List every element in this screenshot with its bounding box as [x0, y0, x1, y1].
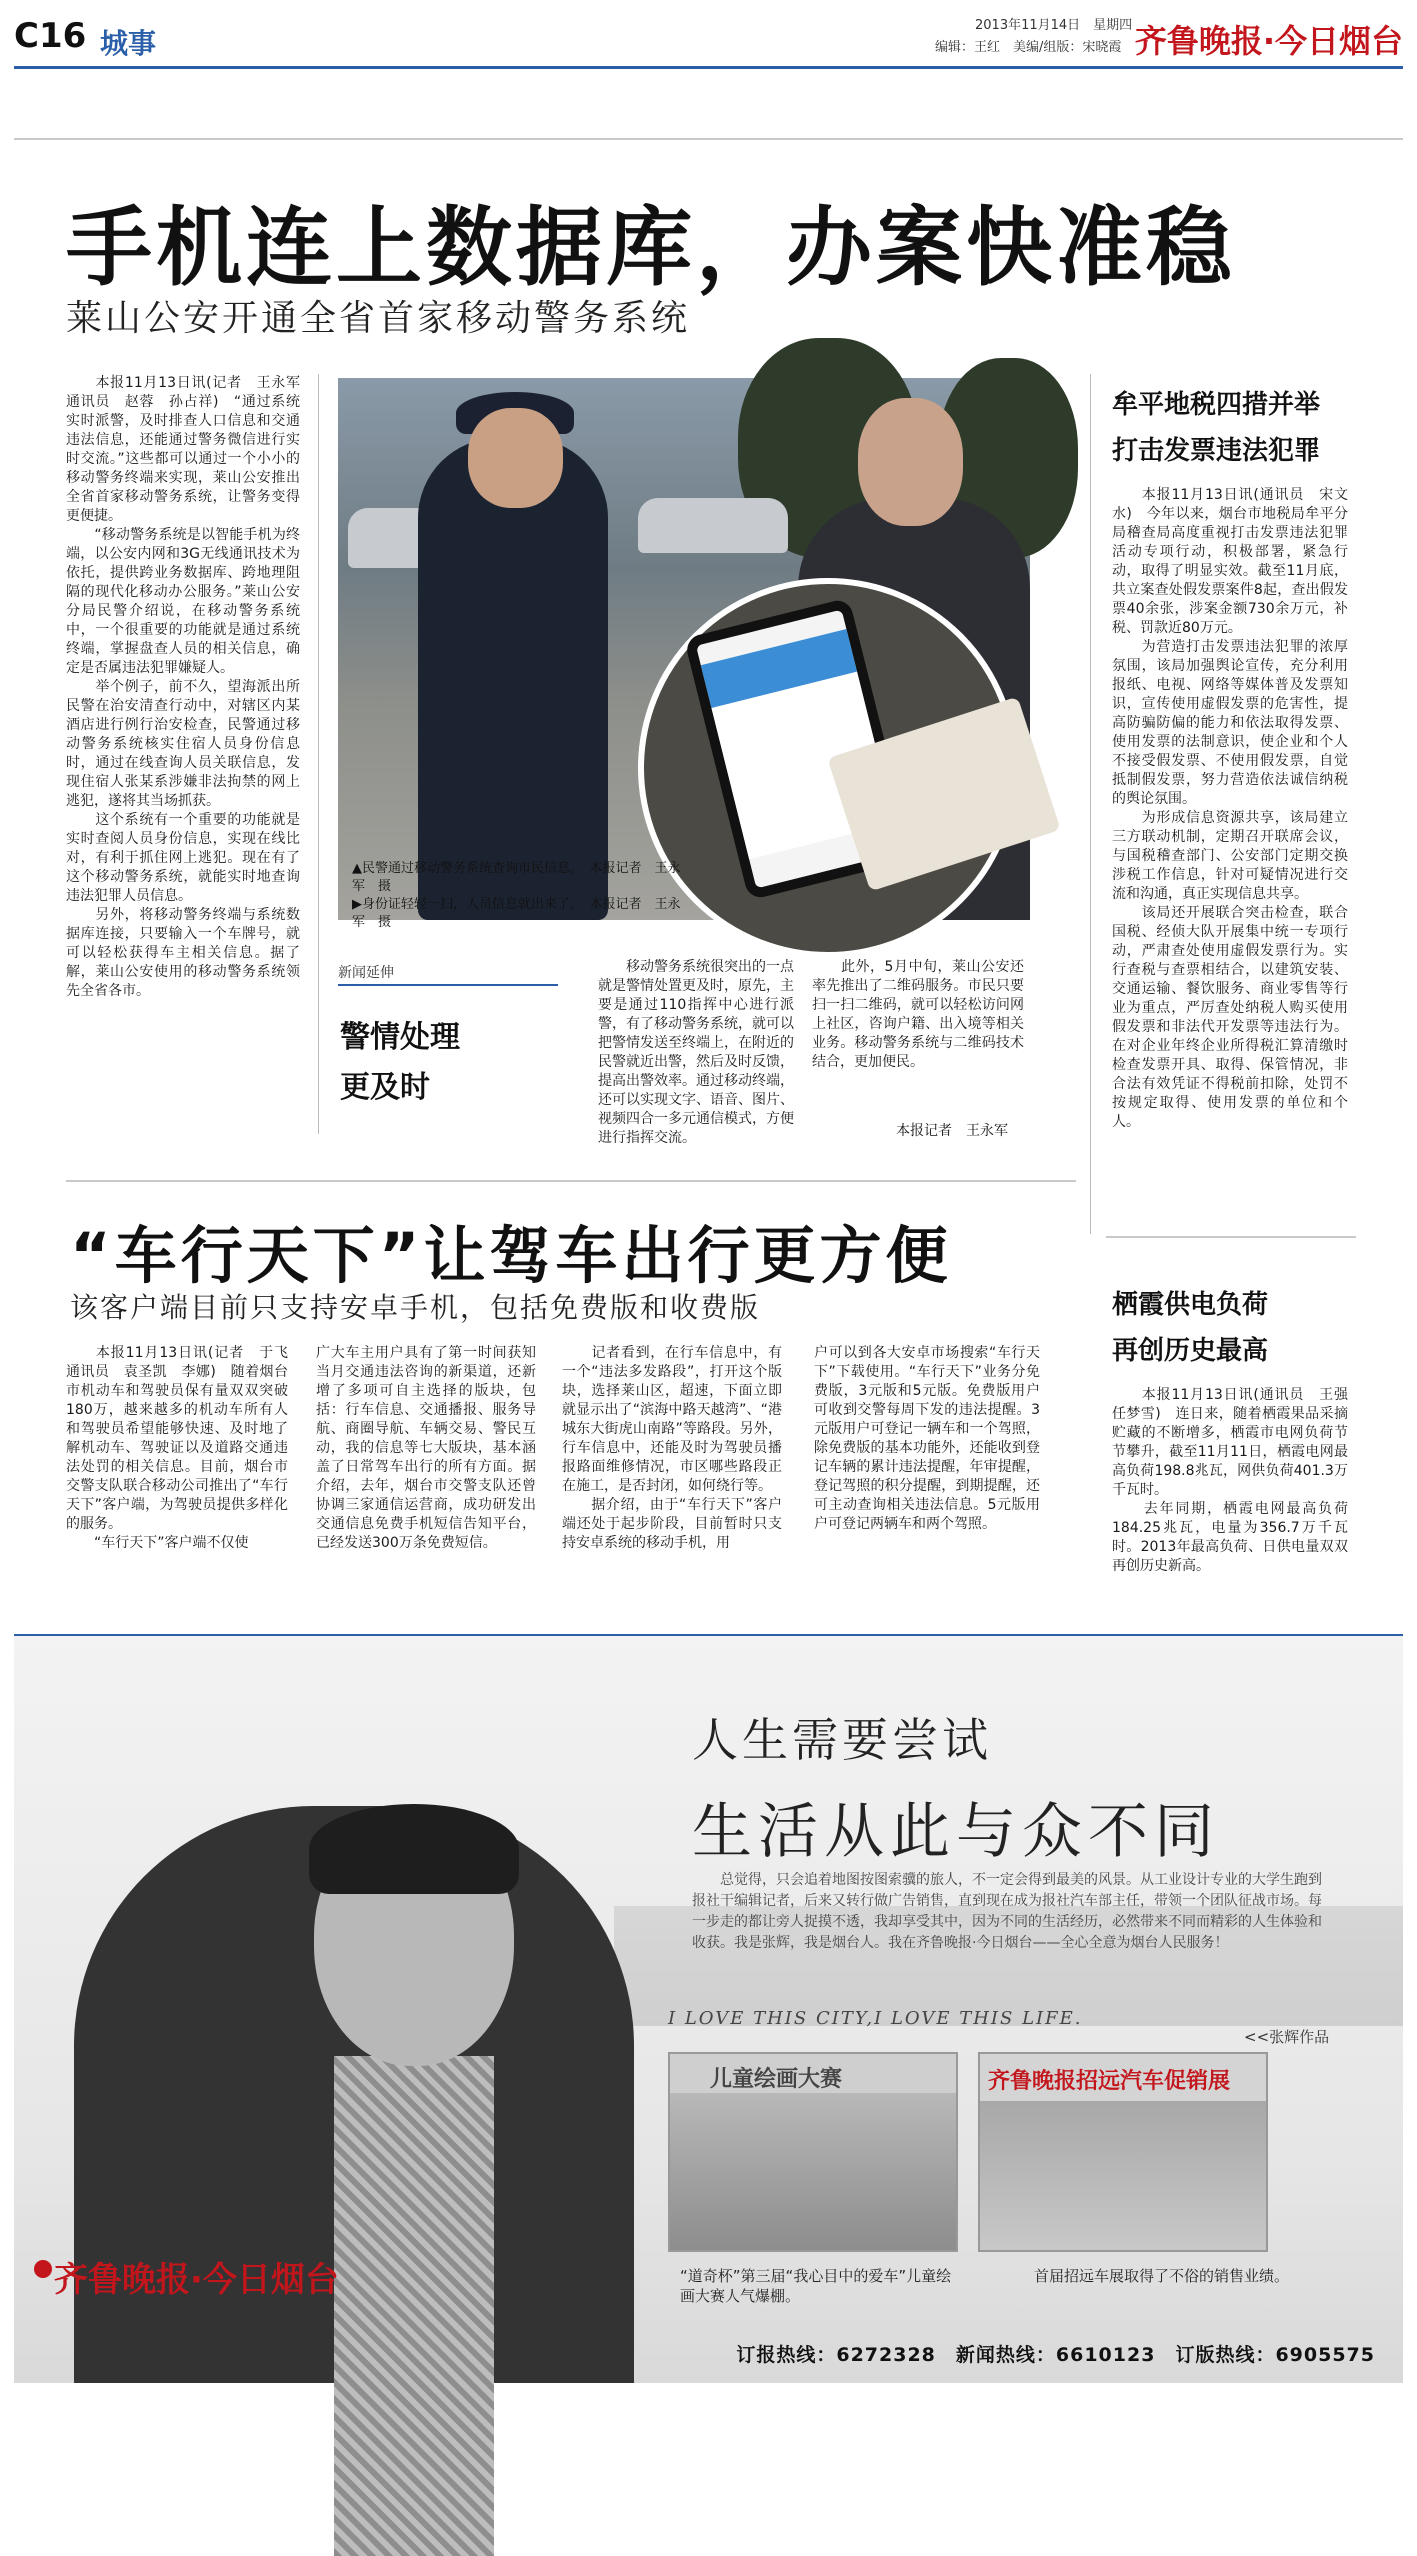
header-divider	[14, 138, 1403, 140]
car-show-photo	[978, 2052, 1268, 2252]
photo-caption-1: ▲民警通过移动警务系统查询市民信息。 本报记者 王永军 摄	[352, 861, 681, 894]
masthead-brand: 齐鲁晚报·今日烟台	[1134, 22, 1403, 60]
police-head	[468, 408, 563, 508]
photo-caption-2: ▶身份证轻轻一扫，人员信息就出来了。 本报记者 王永军 摄	[352, 897, 681, 930]
article1-subheadline: 莱山公安开通全省首家移动警务系统	[66, 298, 691, 339]
news-extension-title-1: 警情处理	[340, 1020, 460, 1055]
brand-logo-icon	[34, 2260, 52, 2278]
news-extension-rule	[338, 984, 558, 986]
article2-column-3: 记者看到，在行车信息中，有一个“违法多发路段”，打开这个版块，选择莱山区，超速，下面立即就显示出了“滨海中路天越湾”、“港城东大街虎山南路”等路段。另外，行车信息中，还能及时为驾驶员播报路面维修情况，市区哪些路段正在施工，是否封闭，如何绕行等。 据介绍，由于“车行天下”客户端还处于起步阶段，目前暂时只支持安卓系统的移动手机，用	[562, 1345, 782, 1551]
article1-byline: 本报记者 王永军	[896, 1123, 1008, 1139]
car-show-banner: 齐鲁晚报招远汽车促销展	[988, 2069, 1231, 2094]
portrait-shirt	[334, 2056, 494, 2556]
contest-banner: 儿童绘画大赛	[710, 2067, 843, 2092]
header-rule	[14, 66, 1403, 69]
column-divider	[318, 374, 319, 1134]
article2-headline: “车行天下”让驾车出行更方便	[70, 1219, 952, 1292]
thumb1-caption: “道奇杯”第三届“我心目中的爱车”儿童绘画大赛人气爆棚。	[680, 2267, 952, 2305]
section-divider	[66, 1180, 1076, 1182]
news-extension-title-2: 更及时	[340, 1070, 430, 1105]
police-officer-figure	[418, 438, 608, 920]
sidebar1-headline-2: 打击发票违法犯罪	[1112, 436, 1321, 466]
ad-tagline: I LOVE THIS CITY,I LOVE THIS LIFE.	[668, 2008, 1083, 2029]
portrait-hair	[309, 1804, 519, 1894]
thumb2-caption: 首届招远车展取得了不俗的销售业绩。	[1034, 2267, 1290, 2285]
date-line: 2013年11月14日 星期四	[975, 18, 1133, 33]
footer-brand: 齐鲁晚报·今日烟台	[54, 2260, 339, 2300]
article2-column-1: 本报11月13日讯(记者 于飞 通讯员 袁圣凯 李娜) 随着烟台市机动车和驾驶员保有量双双突破180万，越来越多的机动车所有人和驾驶员希望能够快速、及时地了解机动车、驾驶证以及道路交通违法处罚的相关信息。目前，烟台市交警支队联合移动公司推出了“车行天下”客户端，为驾驶员提供多样化的服务。 “车行天下”客户端不仅使	[66, 1345, 288, 1551]
police-photo	[338, 378, 1030, 920]
sidebar2-headline-1: 栖霞供电负荷	[1112, 1290, 1269, 1320]
article1-column-2: 移动警务系统很突出的一点就是警情处置更及时，原先，主要是通过110指挥中心进行派警，有了移动警务系统，就可以把警情发送至终端上，在附近的民警就近出警，然后及时反馈，提高出警效率。通过移动终端，还可以实现文字、语音、图片、视频四合一多元通信模式，方便进行指挥交流。	[598, 959, 794, 1146]
ad-headline-2: 生活从此与众不同	[692, 1797, 1220, 1867]
page-number: C16	[14, 16, 87, 56]
article2-column-4: 户可以到各大安卓市场搜索“车行天下”下载使用。“车行天下”业务分免费版，3元版和5元版。免费版用户可收到交警每周下发的违法提醒。3元版用户可登记一辆车和一个驾照，除免费版的基本功能外，还能收到登记车辆的累计违法提醒，年审提醒，登记驾照的积分提醒，到期提醒，还可主动查询相关违法信息。5元版用户可登记两辆车和两个驾照。	[814, 1345, 1040, 1532]
sidebar2-body: 本报11月13日讯(通讯员 王强 任梦雪) 连日来，随着栖霞果品采摘贮藏的不断增多，栖霞市电网负荷节节攀升，截至11月11日，栖霞电网最高负荷198.8兆瓦，网供负荷401.3万千瓦时。 去年同期，栖霞电网最高负荷184.25兆瓦，电量为356.7万千瓦时。2013年最高负荷、日供电量双双再创历史新高。	[1112, 1387, 1348, 1574]
article2-subheadline: 该客户端目前只支持安卓手机，包括免费版和收费版	[70, 1291, 761, 1324]
sidebar2-headline-2: 再创历史最高	[1112, 1336, 1269, 1366]
ad-body-text: 总觉得，只会追着地图按图索骥的旅人，不一定会得到最美的风景。从工业设计专业的大学生跑到报社干编辑记者，后来又转行做广告销售，直到现在成为报社汽车部主任，带领一个团队征战市场。每一步走的都让旁人捉摸不透，我却享受其中，因为不同的生活经历，必然带来不同而精彩的人生体验和收获。我是张辉，我是烟台人。我在齐鲁晚报·今日烟台——全心全意为烟台人民服务！	[692, 1872, 1322, 1951]
news-extension-tag: 新闻延伸	[338, 965, 394, 981]
section-label: 城事	[100, 27, 157, 60]
sidebar-divider	[1106, 1236, 1356, 1238]
article1-column-1: 本报11月13日讯(记者 王永军 通讯员 赵蓉 孙占祥) “通过系统实时派警，及时排查人口信息和交通违法信息，还能通过警务微信进行实时交流。”这些都可以通过一个小小的移动警务终端来实现，莱山公安推出全省首家移动警务系统，让警务变得更便捷。 “移动警务系统是以智能手机为终端，以公安内网和3G无线通讯技术为依托，提供跨业务数据库、跨地理阻隔的现代化移动办公服务。”莱山公安分局民警介绍说，在移动警务系统中，一个很重要的功能就是通过系统终端，掌握盘查人员的相关信息，确定是否属违法犯罪嫌疑人。 举个例子，前不久，望海派出所民警在治安清查行动中，对辖区内某酒店进行例行治安检查，民警通过移动警务系统核实住宿人员身份信息时，通过在线查询人员关联信息，发现住宿人张某系涉嫌非法拘禁的网上逃犯，遂将其当场抓获。 这个系统有一个重要的功能就是实时查阅人员身份信息，实现在线比对，有利于抓住网上逃犯。现在有了这个移动警务系统，就能实时地查询违法犯罪人员信息。 另外，将移动警务终端与系统数据库连接，只要输入一个车牌号，就可以轻松获得车主相关信息。据了解，莱山公安使用的移动警务系统领先全省各市。	[66, 375, 300, 999]
children-art-contest-photo	[668, 2052, 958, 2252]
article1-headline: 手机连上数据库，办案快准稳	[66, 198, 1236, 298]
editor-credits: 编辑：王红 美编/组版：宋晓霞	[935, 40, 1122, 55]
ad-credit: <<张辉作品	[1244, 2028, 1330, 2046]
article2-column-2: 广大车主用户具有了第一时间获知当月交通违法咨询的新渠道，还新增了多项可自主选择的版块，包括：行车信息、交通播报、服务导航、商圈导航、车辆交易、警民互动，我的信息等七大版块，基本涵盖了日常驾车出行的所有方面。据介绍，去年，烟台市交警支队还曾协调三家通信运营商，成功研发出交通信息免费手机短信告知平台，已经发送300万条免费短信。	[316, 1345, 536, 1551]
hotline-numbers: 订报热线：6272328 新闻热线：6610123 订版热线：6905575	[736, 2344, 1375, 2366]
phone-closeup-inset	[638, 578, 1018, 958]
sidebar1-headline-1: 牟平地税四措并举	[1112, 390, 1321, 420]
sidebar1-body: 本报11月13日讯(通讯员 宋文水) 今年以来，烟台市地税局牟平分局稽查局高度重视打击发票违法犯罪活动专项行动，积极部署，紧急行动，取得了明显实效。截至11月底，共立案查处假发票案件8起，查出假发票40余张，涉案金额730余万元，补税、罚款近80万元。 为营造打击发票违法犯罪的浓厚氛围，该局加强舆论宣传，充分利用报纸、电视、网络等媒体普及发票知识，宣传使用虚假发票的危害性，提高防骗防偏的能力和依法取得发票、使用发票的法制意识，使企业和个人不接受假发票、不使用假发票，自觉抵制假发票，努力营造依法诚信纳税的舆论氛围。 为形成信息资源共享，该局建立三方联动机制，定期召开联席会议，与国税稽查部门、公安部门定期交换涉税工作信息，针对可疑情况进行交流和沟通，真正实现信息共享。 该局还开展联合突击检查，联合国税、经侦大队开展集中统一专项行动，严肃查处使用虚假发票行为。实行查税与查票相结合，以建筑安装、交通运输、餐饮服务、商业零售等行业为重点，严厉查处纳税人购买使用假发票和非法代开发票等违法行为。在对企业年终企业所得税汇算清缴时检查发票开具、取得、保管情况，非合法有效凭证不得税前扣除，处罚不按规定取得、使用发票的单位和个人。	[1112, 487, 1348, 1130]
ad-headline-1: 人生需要尝试	[692, 1713, 992, 1767]
parked-car	[638, 498, 788, 553]
column-divider	[1090, 374, 1091, 1234]
news-extension-box	[338, 962, 560, 1122]
article1-column-3: 此外，5月中旬，莱山公安还率先推出了二维码服务。市民只要扫一扫二维码，就可以轻松访问网上社区，咨询户籍、出入境等相关业务。移动警务系统与二维码技术结合，更加便民。	[812, 959, 1024, 1070]
citizen-head	[858, 398, 963, 526]
